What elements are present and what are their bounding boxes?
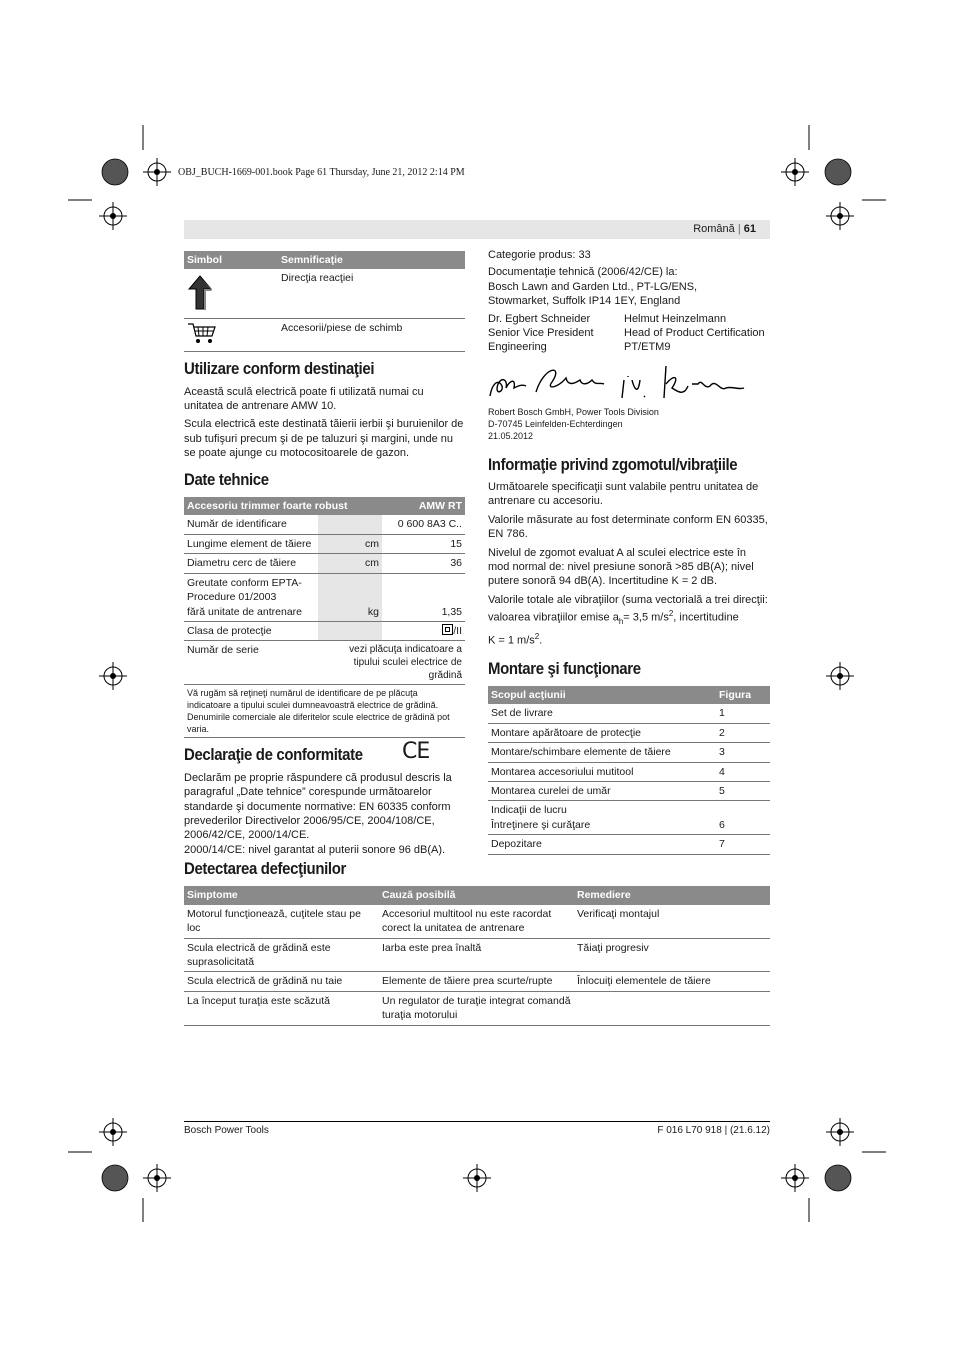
declaratie-header [184,739,465,765]
section-title-date-tehnice: Date tehnice [184,469,269,489]
table-row: Montarea accesoriului mutitool 4 [488,762,770,781]
table-row: Număr de identificare 0 600 8A3 C.. [184,515,465,534]
print-header: OBJ_BUCH-1669-001.book Page 61 Thursday, June 21, 2012 2:14 PM [178,167,465,178]
section-title-utilizare: Utilizare conform destinaţiei [184,359,375,379]
page-header-text: Română | 61 [693,223,756,235]
table-row: Indicaţii de lucru Întreţinere şi curăţare 6 [488,801,770,835]
table-row: Montarea curelei de umăr 5 [488,782,770,801]
table-row: Direcţia reacţiei [184,269,465,318]
table-row: Set de livrare 1 [488,704,770,723]
left-column: Simbol Semnificaţie Direcţia reacţiei Accesorii/piese de schimb Utilizare conform destinaţiei Această sculă electrică poate fi utilizată numai cu unitatea de antrenare AMW 10. Scula electrică este destinată tăierii ierbii şi buruienilor de sub tufişuri precum şi de pe taluzuri şi margini, unde nu se poate ajunge cu motocositoarele de gazon. Date tehnice Accesoriu trimmer foarte robust AMW RT Număr de identificare 0 600 8A3 C.. Lungime element de tăiere cm 15 Diametru cerc de tăiere cm 36 Greutate conform EPTA-Procedure 01/2003 fără unitate de antrenare kg 1,35 Clasa de protecţie /II Număr de serie vezi plăcuţa indicatoare a tipului sculei electrice de grădină Vă rugăm să reţineţi numărul de identificare de pe plăcuţa indicatoare a tipului sculei dumneavoastră electrice de grădină. Denumirile comerciale ale diferitelor scule electrice de grădină pot varia. Declaraţie de conformitate CE Declarăm pe proprie răspundere că produsul descris la paragraful „Date tehnice” corespunde următoarelor standarde şi documente normative: EN 60335 conform prevederilor Directivelor 2006/95/CE, 2004/108/CE, 2006/42/CE, 2000/14/CE. 2000/14/CE: nivel garantat al puterii sonore 96 dB(A). [184,251,465,861]
tech-note: Vă rugăm să reţineţi numărul de identificare de pe plăcuţa indicatoare a tipului sculei dumneavoastră electrice de grădină. Denumirile comerciale ale diferitelor scule electrice de grădină pot varia. [184,685,465,738]
table-row: La început turaţia este scăzută Un regulator de turaţie integrat comandă turaţia motorului [184,991,770,1025]
section-title-zgomot: Informaţie privind zgomotul/vibraţiile [488,454,738,474]
page-header-bar [184,220,770,239]
company-info: Robert Bosch GmbH, Power Tools Division D-70745 Leinfelden-Echterdingen 21.05.2012 [488,406,659,441]
troubleshooting-table: Simptome Cauză posibilă Remediere Motorul funcţionează, cuţitele stau pe loc Accesoriul multitool nu este racordat corect la unitatea de antrenare Verificaţi montajul Scula electrică de grădină este suprasolicitată Iarba este prea înaltă Tăiaţi progresiv Scula electrică de grădină nu taie Elemente de tăiere prea scurte/rupte Înlocuiţi elementele de tăiere La început turaţia este scăzută Un regulator de turaţie integrat comandă turaţia motorului [184,886,770,1025]
section-title-montare: Montare şi funcţionare [488,658,641,678]
table-row: Montare apărătoare de protecţie 2 [488,723,770,742]
signatories: Dr. Egbert Schneider Senior Vice President Engineering Helmut Heinzelmann Head of Product Certification PT/ETM9 [488,312,765,354]
shopping-cart-icon [187,321,217,345]
footer-divider [184,1121,770,1122]
montare-table: Scopul acţiunii Figura Set de livrare 1 Montare apărătoare de protecţie 2 Montare/schimbare elemente de tăiere 3 Montarea accesoriului mutitool 4 Montarea curelei de umăr 5 Indicaţii de lucru Întreţinere şi curăţare 6 Depozitare 7 [488,686,770,855]
footer-left: Bosch Power Tools [184,1125,269,1136]
right-column: Categorie produs: 33 Documentaţie tehnică (2006/42/CE) la: Bosch Lawn and Garden Ltd., PT-LG/ENS, Stowmarket, Suffolk IP14 1EY, England Dr. Egbert Schneider Senior Vice President Engineering Helmut Heinzelmann Head of Product Certification PT/ETM9 Robert Bosch GmbH, Power Tools Division D-70745 Leinfelden-Echterdingen 21.05.2012 Informaţie privind zgomotul/vibraţiile Următoarele specificaţii sunt valabile pentru unitatea de antrenare cu accesoriu. Valorile măsurate au fost determinate conform EN 60335, EN 786. Nivelul de zgomot evaluat A al sculei electrice este în mod normal de: nivel presiune sonoră >85 dB(A); nivel putere sonoră 94 dB(A). Incertitudine K = 2 dB. Valorile totale ale vibraţiilor (suma vectorială a trei direcţii: valoarea vibraţiilor emise $a_h= 3,5$ $m/s^2$, incertitudine K = 1 $m/s^2$. Montare şi funcţionare Scopul acţiunii Figura Set de livrare 1 Montare apărătoare de protecţie 2 Montare/schimbare elemente de tăiere 3 Montarea accesoriului mutitool 4 Montarea curelei de umăr 5 Indicaţii de lucru Întreţinere şi curăţare 6 Depozitare 7 [488,248,770,855]
table-row: Lungime element de tăiere cm 15 [184,534,465,553]
section-title-defectiuni: Detectarea defecţiunilor [184,859,346,878]
table-row: Depozitare 7 [488,835,770,854]
arrow-up-icon [187,275,213,311]
vibration-text: Valorile totale ale vibraţiilor (suma vectorială a trei direcţii: valoarea vibraţiilor emise $a_h= 3,5$ $m/s^2$, incertitudine K = 1 $m/s^2$. [488,593,768,647]
footer-right: F 016 L70 918 | (21.6.12) [657,1125,770,1136]
tech-data-table: Accesoriu trimmer foarte robust AMW RT Număr de identificare 0 600 8A3 C.. Lungime element de tăiere cm 15 Diametru cerc de tăiere cm 36 Greutate conform EPTA-Procedure 01/2003 fără unitate de antrenare kg 1,35 Clasa de protecţie /II Număr de serie vezi plăcuţa indicatoare a tipului sculei electrice de grădină Vă rugăm să reţineţi numărul de identificare de pe plăcuţa indicatoare a tipului sculei dumneavoastră electrice de grădină. Denumirile comerciale ale diferitelor scule electrice de grădină pot varia. [184,497,465,738]
defectiuni-section [184,859,770,1026]
table-row: Montare/schimbare elemente de tăiere 3 [488,743,770,762]
table-row: Greutate conform EPTA-Procedure 01/2003 fără unitate de antrenare kg 1,35 [184,573,465,621]
table-row: Clasa de protecţie /II [184,621,465,640]
table-row: Număr de serie vezi plăcuţa indicatoare a tipului sculei electrice de grădină [184,641,465,685]
table-row: Motorul funcţionează, cuţitele stau pe loc Accesoriul multitool nu este racordat corect la unitatea de antrenare Verificaţi montajul [184,905,770,938]
signatures [488,356,770,406]
table-row: Scula electrică de grădină este suprasolicitată Iarba este prea înaltă Tăiaţi progresiv [184,938,770,972]
page-number: 61 [743,223,756,235]
table-row: Scula electrică de grădină nu taie Elemente de tăiere prea scurte/rupte Înlocuiţi elementele de tăiere [184,972,770,991]
symbol-table: Simbol Semnificaţie Direcţia reacţiei Accesorii/piese de schimb [184,251,465,352]
ce-mark: CE [402,739,430,765]
protection-class-icon [442,624,453,635]
table-row: Accesorii/piese de schimb [184,318,465,351]
table-row: Diametru cerc de tăiere cm 36 [184,554,465,573]
section-title-declaratie: Declaraţie de conformitate [184,745,363,765]
